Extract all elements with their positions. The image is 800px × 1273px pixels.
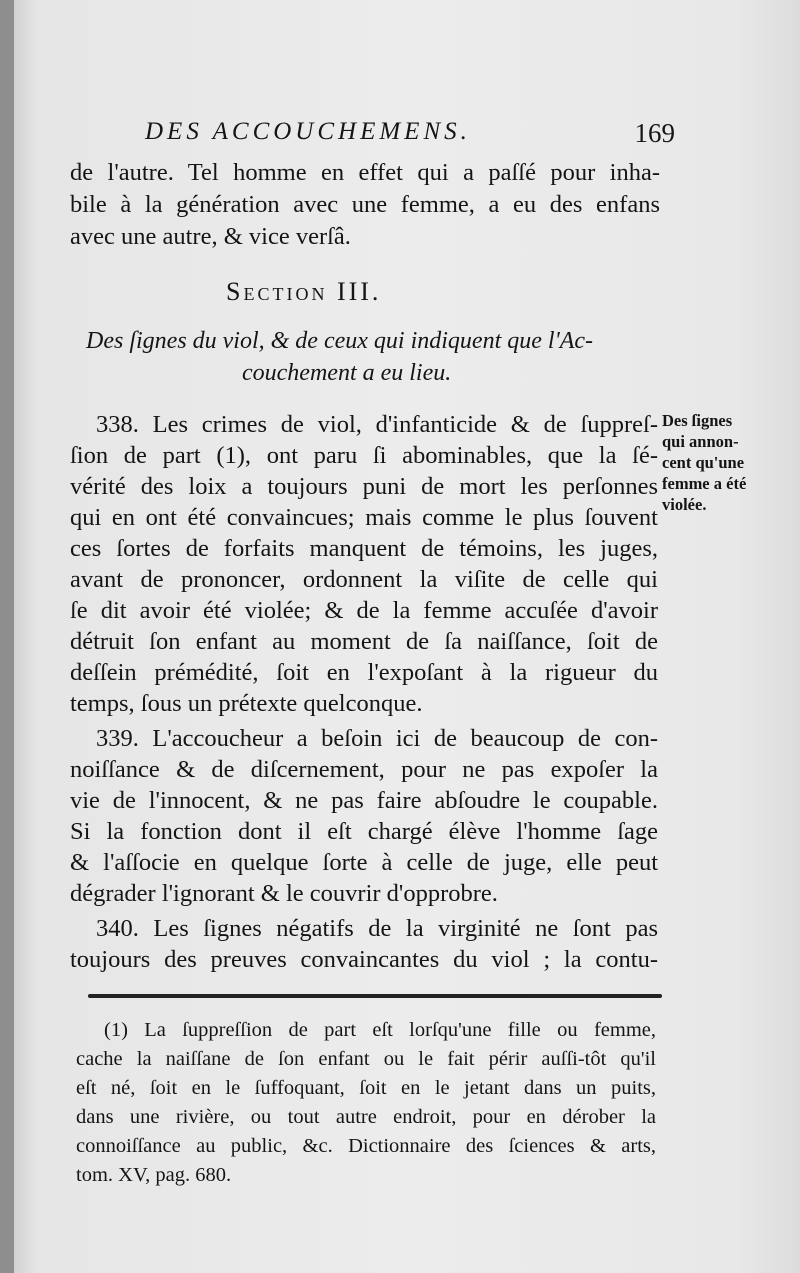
footnote-line: cache la naiſſane de ſon enfant ou le fait périr auſſi-tôt qu'il — [76, 1048, 656, 1070]
paragraph-338-line: 338. Les crimes de viol, d'infanticide & de ſuppreſ- — [96, 411, 658, 438]
section-subtitle: couchement a eu lieu. — [242, 360, 452, 386]
book-page — [14, 0, 800, 1273]
page-header — [145, 118, 675, 152]
paragraph-338-line: vérité des loix a toujours puni de mort les perſonnes — [70, 473, 658, 500]
paragraph-340-line: toujours des preuves convaincantes du viol ; la contu- — [70, 946, 658, 973]
footnote-line: eſt né, ſoit en le ſuffoquant, ſoit en le jetant dans un puits, — [76, 1077, 656, 1099]
paragraph-338-line: deſſein prémédité, ſoit en l'expoſant à la rigueur du — [70, 659, 658, 686]
paragraph-339-line: noiſſance & de diſcernement, pour ne pas expoſer la — [70, 756, 658, 783]
margin-note-line: qui annon- — [662, 432, 739, 451]
body-line: de l'autre. Tel homme en effet qui a paſſé pour inha- — [70, 159, 660, 186]
paragraph-338-line: détruit ſon enfant au moment de ſa naiſſance, ſoit de — [70, 628, 658, 655]
margin-note-line: cent qu'une — [662, 453, 745, 472]
section-subtitle: Des ſignes du viol, & de ceux qui indiquent que l'Ac- — [86, 328, 593, 354]
body-line: avec une autre, & vice verſâ. — [70, 223, 351, 250]
footnote-rule — [88, 994, 662, 998]
paragraph-339-line: dégrader l'ignorant & le couvrir d'opprobre. — [70, 880, 498, 907]
paragraph-338-line: qui en ont été convaincues; mais comme le plus ſouvent — [70, 504, 658, 531]
footnote-line: connoiſſance au public, &c. Dictionnaire des ſciences & arts, — [76, 1135, 656, 1157]
paragraph-338-line: ſion de part (1), ont paru ſi abominables, que la ſé- — [70, 442, 658, 469]
paragraph-338-line: ſe dit avoir été violée; & de la femme accuſée d'avoir — [70, 597, 658, 624]
page-number: 169 — [634, 118, 675, 148]
paragraph-338-line: temps, ſous un prétexte quelconque. — [70, 690, 423, 717]
section-heading: Section III. — [226, 277, 382, 306]
footnote-line: (1) La ſuppreſſion de part eſt lorſqu'une fille ou femme, — [104, 1019, 656, 1041]
margin-note-line: Des ſignes — [662, 411, 733, 430]
margin-note-line: femme a été — [662, 474, 747, 493]
paragraph-339-line: vie de l'innocent, & ne pas faire abſoudre le coupable. — [70, 787, 658, 814]
paragraph-338-line: avant de prononcer, ordonnent la viſite de celle qui — [70, 566, 658, 593]
running-title: DES ACCOUCHEMENS. — [145, 118, 471, 145]
margin-note-line: violée. — [662, 495, 707, 514]
margin-note — [662, 410, 792, 515]
paragraph-338-line: ces ſortes de forfaits manquent de témoins, les juges, — [70, 535, 658, 562]
paragraph-340-line: 340. Les ſignes négatifs de la virginité ne ſont pas — [96, 915, 658, 942]
body-line: bile à la génération avec une femme, a eu des enfans — [70, 191, 660, 218]
paragraph-339-line: Si la fonction dont il eſt chargé élève l'homme ſage — [70, 818, 658, 845]
footnote-line: tom. XV, pag. 680. — [76, 1164, 232, 1186]
footnote-line: dans une rivière, ou tout autre endroit, pour en dérober la — [76, 1106, 656, 1128]
paragraph-339-line: 339. L'accoucheur a beſoin ici de beaucoup de con- — [96, 725, 658, 752]
paragraph-339-line: & l'aſſocie en quelque ſorte à celle de juge, elle peut — [70, 849, 658, 876]
